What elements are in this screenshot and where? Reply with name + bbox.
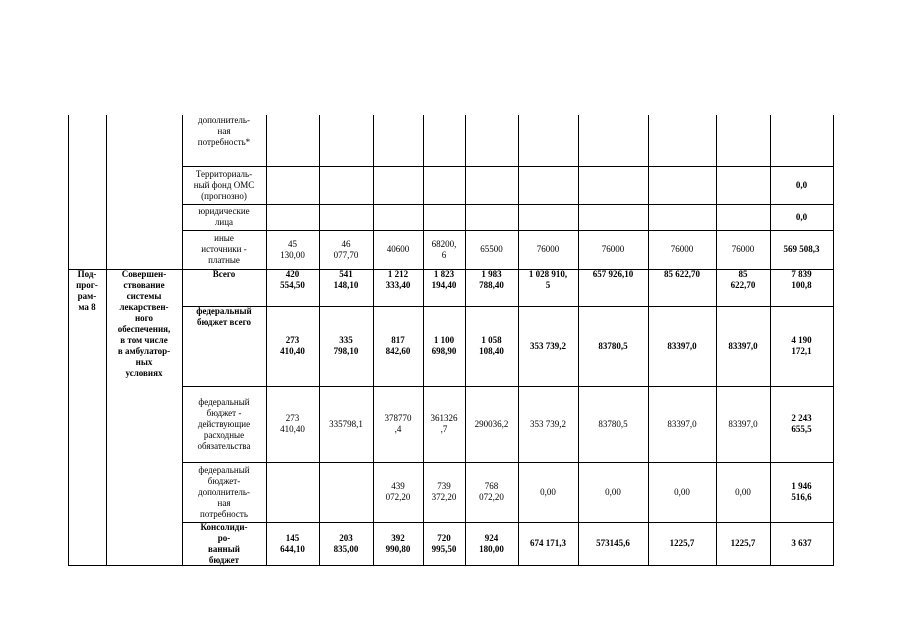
- value-cell-total: 1 212 333,40: [385, 269, 411, 290]
- value-cell-fed: 273 410,40: [280, 335, 305, 356]
- other-value: 76000: [670, 244, 694, 254]
- row-label-tfoms: Территориаль- ный фонд ОМС (прогнозно): [193, 168, 255, 201]
- value-cell-fedcur: 361326 ,7: [430, 413, 458, 434]
- other-value: 45 130,00: [280, 238, 305, 260]
- table-border-h: [182, 166, 834, 167]
- table-border-h: [182, 204, 834, 205]
- value-cell-cons: 145 644,10: [280, 532, 305, 554]
- row-label-other: иные источники - платные: [201, 233, 247, 265]
- value-cell-fedcur: 378770 ,4: [384, 413, 412, 434]
- value-cell-fedcur: 335798,1: [329, 418, 363, 429]
- table-border-v: [833, 115, 834, 565]
- other-value: 76000: [731, 244, 755, 254]
- value-cell-total: 85 622,70: [730, 269, 756, 290]
- other-value: 68200, 6: [431, 238, 457, 260]
- value-cell-fed: 1 058 108,40: [479, 335, 504, 356]
- value-cell-fedcur: 83780,5: [598, 418, 628, 429]
- value-cell-fed: 4 190 172,1: [791, 335, 812, 356]
- row-label-addl: дополнитель- ная потребность*: [197, 115, 251, 147]
- value-cell-total: 85 622,70: [664, 269, 700, 279]
- value-cell-cons: 720 995,50: [431, 532, 457, 554]
- subprogram-name: Совершен- ствование системы лекарствен- ного обеспечения, в том числе в амбулатор- ных условиях: [117, 269, 171, 378]
- row-label-fed: федеральный бюджет всего: [196, 306, 252, 327]
- value-cell-cons: 573145,6: [596, 538, 630, 548]
- value-cell-total: 1 983 788,40: [479, 269, 504, 290]
- value-cell-fedadd: [266, 462, 319, 522]
- value-cell-total: 1 823 194,40: [431, 269, 457, 290]
- row-label-legal: юридические лица: [198, 206, 250, 227]
- value-cell-fed: 83397,0: [667, 340, 697, 351]
- row-label-fedcur: федеральный бюджет - действующие расходные обязательства: [197, 396, 251, 451]
- value-cell-fedcur: 273 410,40: [280, 413, 305, 434]
- value-cell-total: 1 028 910, 5: [528, 269, 568, 290]
- value-cell-cons: 203 835,00: [333, 532, 359, 554]
- value-cell-fed: 83780,5: [598, 340, 628, 351]
- other-value: 569 508,3: [783, 244, 820, 254]
- value-cell-fedcur: 353 739,2: [530, 418, 566, 429]
- tfoms-total: 0,0: [795, 179, 808, 190]
- value-cell-fedadd: [319, 462, 373, 522]
- value-cell-fedcur: 83397,0: [667, 418, 697, 429]
- row-label-cons: Консолиди- ро- ванный бюджет: [200, 522, 248, 565]
- value-cell-fedadd: 768 072,20: [479, 481, 504, 502]
- other-value: 76000: [536, 244, 560, 254]
- value-cell-total: 541 148,10: [333, 269, 359, 290]
- value-cell-fedcur: 290036,2: [474, 418, 509, 429]
- value-cell-fedadd: 0,00: [605, 486, 621, 497]
- other-value: 76000: [601, 244, 625, 254]
- other-value: 46 077,70: [333, 238, 359, 260]
- value-cell-fed: 335 798,10: [333, 335, 359, 356]
- value-cell-fed: 817 842,60: [385, 335, 411, 356]
- value-cell-total: 420 554,50: [280, 269, 305, 290]
- value-cell-fedadd: 739 372,20: [431, 481, 457, 502]
- subprogram-number: Под- прог- рам- ма 8: [76, 269, 98, 312]
- value-cell-cons: 1225,7: [669, 538, 695, 548]
- value-cell-fed: 1 100 698,90: [431, 335, 457, 356]
- table-border-h: [68, 565, 834, 566]
- value-cell-fedadd: 0,00: [540, 486, 556, 497]
- value-cell-cons: 392 990,80: [385, 532, 411, 554]
- row-label-fedadd: федеральный бюджет- дополнитель- ная потребность: [198, 464, 250, 519]
- value-cell-fedadd: 439 072,20: [385, 481, 411, 502]
- row-label-total: Всего: [212, 269, 236, 279]
- value-cell-total: 657 926,10: [592, 269, 634, 279]
- value-cell-fed: 353 739,2: [530, 340, 566, 351]
- legal-total: 0,0: [795, 211, 808, 222]
- value-cell-cons: 3 637: [791, 538, 812, 548]
- value-cell-fedadd: 0,00: [735, 486, 751, 497]
- value-cell-fedcur: 83397,0: [728, 418, 758, 429]
- other-value: 40600: [386, 244, 410, 254]
- other-value: 65500: [480, 244, 503, 254]
- value-cell-fed: 83397,0: [728, 340, 758, 351]
- value-cell-cons: 1225,7: [730, 538, 756, 548]
- value-cell-fedadd: 0,00: [674, 486, 690, 497]
- value-cell-fedadd: 1 946 516,6: [791, 481, 812, 502]
- value-cell-cons: 674 171,3: [530, 538, 566, 548]
- value-cell-fedcur: 2 243 655,5: [791, 413, 812, 434]
- value-cell-cons: 924 180,00: [479, 532, 504, 554]
- value-cell-total: 7 839 100,8: [791, 269, 812, 290]
